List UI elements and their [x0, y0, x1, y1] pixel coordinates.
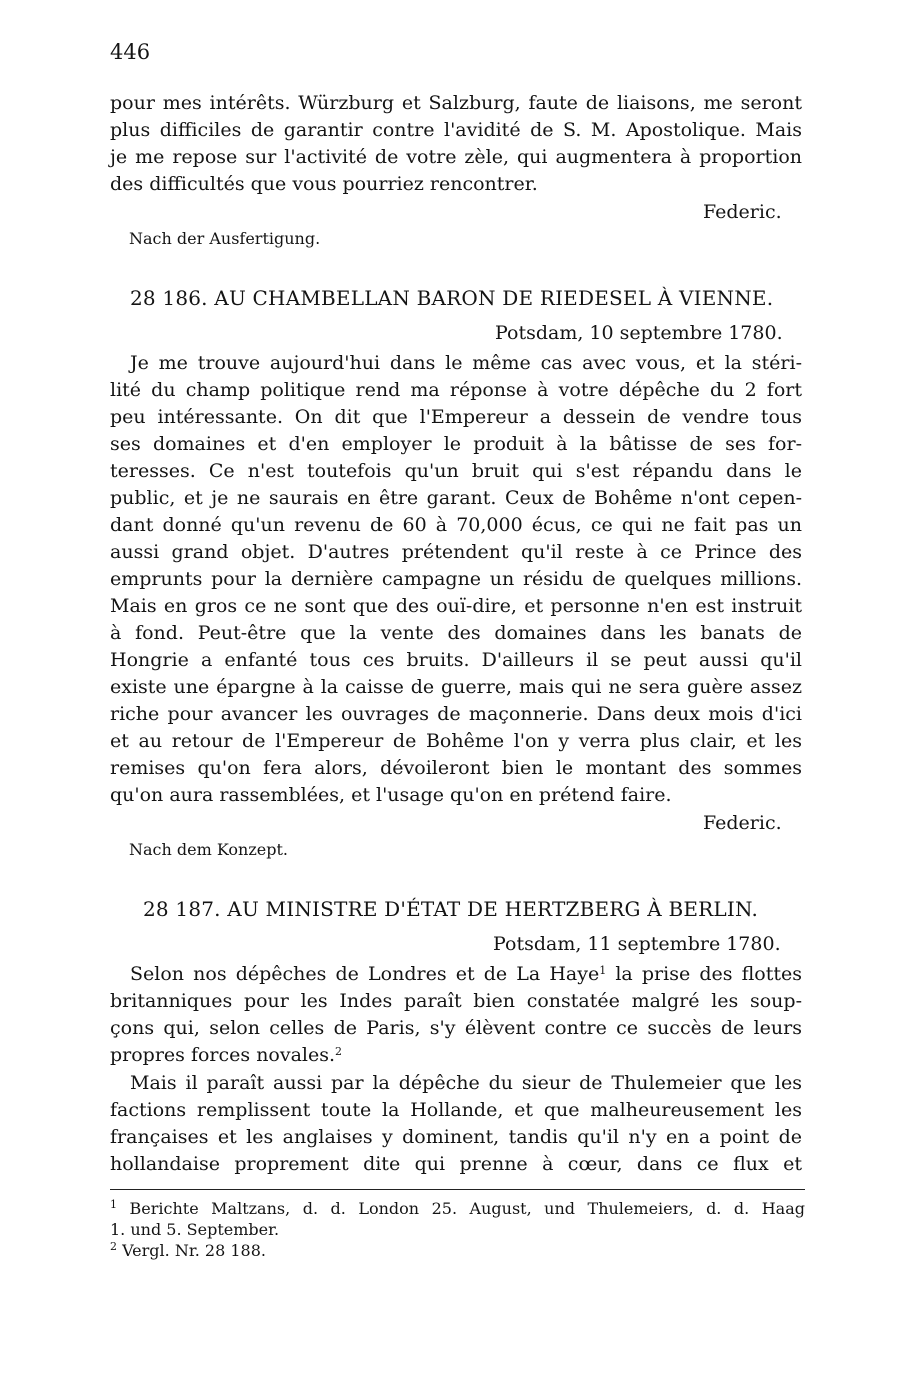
letter2-line: Mais en gros ce ne sont que des ouï-dire, et personne n'en est instruit: [110, 595, 802, 617]
letter3-date: Potsdam, 11 septembre 1780.: [493, 933, 781, 955]
letter2-date: Potsdam, 10 septembre 1780.: [495, 322, 783, 344]
letter2-line: Hongrie a enfanté tous ces bruits. D'ailleurs il se peut aussi qu'il: [110, 649, 802, 671]
letter2-line: remises qu'on fera alors, dévoileront bien le montant des sommes: [110, 757, 802, 779]
footnote-divider: [110, 1189, 805, 1190]
letter2-source-note: Nach dem Konzept.: [129, 840, 288, 859]
footnote-2-marker: 2: [110, 1240, 117, 1253]
letter3-line: çons qui, selon celles de Paris, s'y élèvent contre ce succès de leurs: [110, 1017, 802, 1039]
page-number: 446: [110, 40, 151, 64]
letter3-line: Selon nos dépêches de Londres et de La Haye$^1$ la prise des flottes: [130, 963, 802, 985]
letter2-heading: 28 186. AU CHAMBELLAN BARON DE RIEDESEL À VIENNE.: [130, 286, 774, 310]
letter2-line: teresses. Ce n'est toutefois qu'un bruit qui s'est répandu dans le: [110, 460, 802, 482]
letter2-line: riche pour avancer les ouvrages de maçonnerie. Dans deux mois d'ici: [110, 703, 802, 725]
letter1-source-note: Nach der Ausfertigung.: [129, 229, 321, 248]
letter2-line: dant donné qu'un revenu de 60 à 70,000 écus, ce qui ne fait pas un: [110, 514, 802, 536]
letter2-line: peu intéressante. On dit que l'Empereur a dessein de vendre tous: [110, 406, 802, 428]
letter3-line: Mais il paraît aussi par la dépêche du sieur de Thulemeier que les: [130, 1072, 802, 1094]
letter1-signature: Federic.: [703, 201, 782, 223]
letter3-heading: 28 187. AU MINISTRE D'ÉTAT DE HERTZBERG À BERLIN.: [143, 897, 758, 921]
letter2-signature: Federic.: [703, 812, 782, 834]
letter2-line: aussi grand objet. D'autres prétendent qu'il reste à ce Prince des: [110, 541, 802, 563]
letter1-line: je me repose sur l'activité de votre zèle, qui augmentera à proportion: [110, 146, 802, 168]
letter1-line: des difficultés que vous pourriez rencontrer.: [110, 173, 538, 195]
footnote-ref-1: 1: [599, 964, 607, 977]
letter3-line: hollandaise proprement dite qui prenne à cœur, dans ce flux et: [110, 1153, 802, 1175]
letter3-line: propres forces novales.$^2$: [110, 1044, 343, 1066]
letter2-line: qu'on aura rassemblées, et l'usage qu'on en prétend faire.: [110, 784, 672, 806]
letter3-line: factions remplissent toute la Hollande, et que malheureusement les: [110, 1099, 802, 1121]
footnote-1: $^1$ Berichte Maltzans, d. d. London 25. August, und Thulemeiers, d. d. Haag: [110, 1198, 805, 1218]
footnote-1-continuation: 1. und 5. September.: [110, 1220, 280, 1239]
letter2-line: public, et je ne saurais en être garant. Ceux de Bohême n'ont cepen-: [110, 487, 802, 509]
letter2-line: à fond. Peut-être que la vente des domaines dans les banats de: [110, 622, 802, 644]
footnote-ref-2: 2: [335, 1045, 343, 1058]
letter3-line: françaises et les anglaises y dominent, tandis qu'il n'y en a point de: [110, 1126, 802, 1148]
letter2-line: ses domaines et d'en employer le produit à la bâtisse de ses for-: [110, 433, 802, 455]
letter3-line: britanniques pour les Indes paraît bien constatée malgré les soup-: [110, 990, 802, 1012]
letter2-line: emprunts pour la dernière campagne un résidu de quelques millions.: [110, 568, 802, 590]
letter2-line: Je me trouve aujourd'hui dans le même cas avec vous, et la stéri-: [130, 352, 802, 374]
letter1-line: pour mes intérêts. Würzburg et Salzburg, faute de liaisons, me seront: [110, 92, 802, 114]
letter2-line: lité du champ politique rend ma réponse à votre dépêche du 2 fort: [110, 379, 802, 401]
letter2-line: existe une épargne à la caisse de guerre, mais qui ne sera guère assez: [110, 676, 802, 698]
letter1-line: plus difficiles de garantir contre l'avidité de S. M. Apostolique. Mais: [110, 119, 802, 141]
footnote-1-marker: 1: [110, 1198, 117, 1211]
footnote-2: $^2$ Vergl. Nr. 28 188.: [110, 1240, 266, 1260]
letter2-line: et au retour de l'Empereur de Bohême l'on y verra plus clair, et les: [110, 730, 802, 752]
